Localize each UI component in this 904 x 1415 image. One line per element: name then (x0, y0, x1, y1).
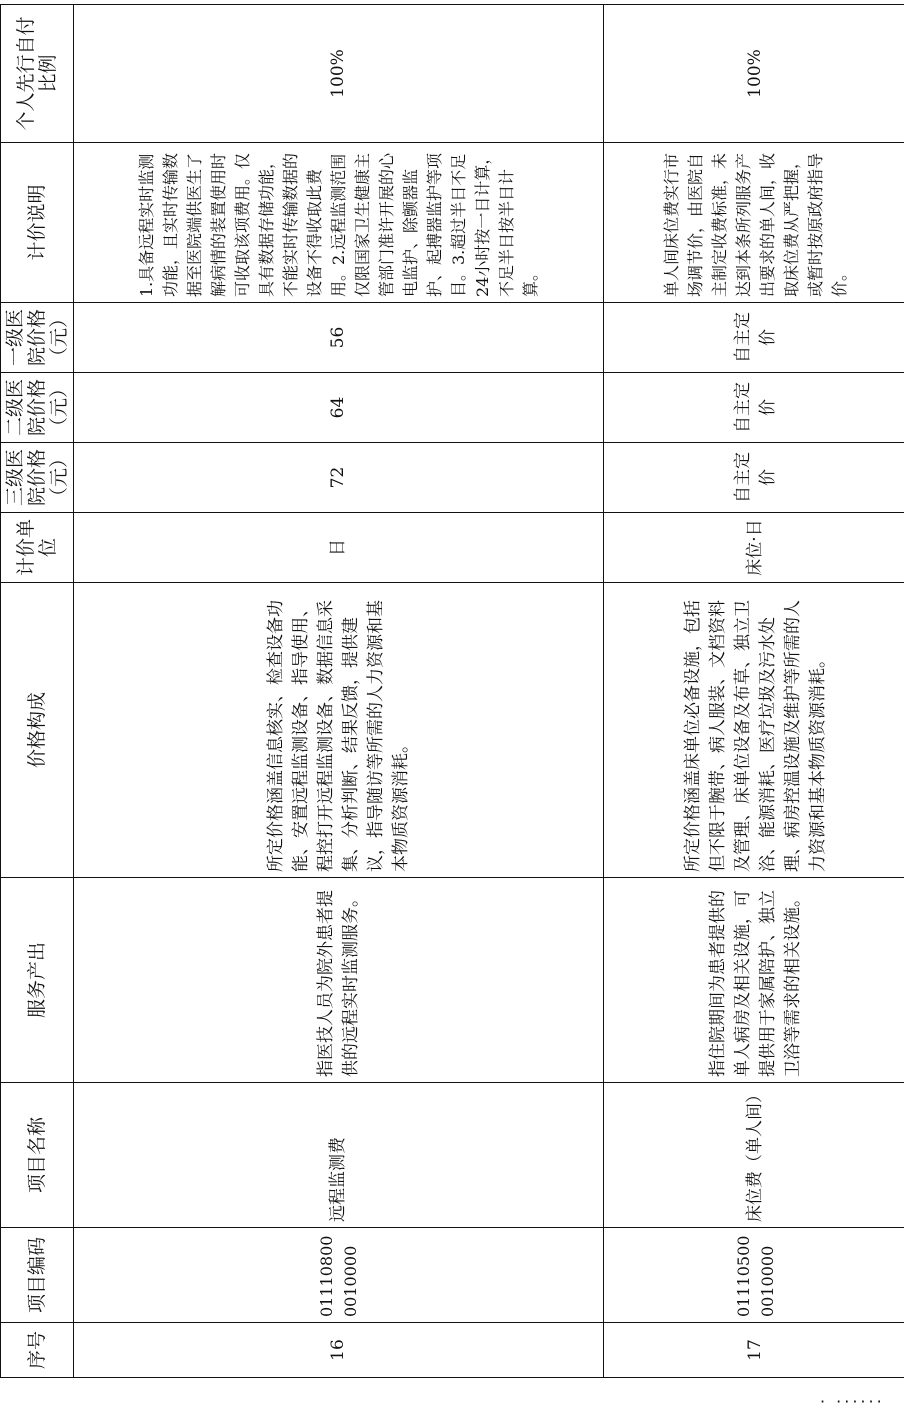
row-name: 远程监测费 (74, 1083, 604, 1228)
row-desc: 单人间床位费实行市场调节价，由医院自主制定收费标准，未达到本条所列服务产出要求的单人间，收取床位费从严把握，或暂时按原政府指导价。 (604, 143, 904, 303)
price-table (0, 4, 904, 1378)
row-price2: 64 (74, 373, 604, 443)
row-service: 指住院期间为患者提供的单人病房及相关设施，可提供用于家属陪护、独立卫浴等需求的相关设施。 (604, 878, 904, 1083)
row-unit: 日 (74, 513, 604, 583)
row-name: 床位费（单人间） (604, 1083, 904, 1228)
row-price1: 56 (74, 303, 604, 373)
row-price2: 自主定价 (604, 373, 904, 443)
rotated-table-container (0, 5, 904, 1378)
header-code: 项目编码 (1, 1228, 74, 1323)
header-ratio: 个人先行自付比例 (1, 5, 74, 143)
row-seq: 17 (604, 1323, 904, 1378)
row-code: 011108000010000 (74, 1228, 604, 1323)
header-price1: 一级医院价格（元） (1, 303, 74, 373)
row-ratio: 100% (604, 5, 904, 143)
table-row (604, 5, 904, 1378)
table-row (74, 5, 604, 1378)
header-name: 项目名称 (1, 1083, 74, 1228)
row-price1: 自主定价 (604, 303, 904, 373)
row-price3: 72 (74, 443, 604, 513)
row-code: 011105000010000 (604, 1228, 904, 1323)
table-header-row (1, 5, 74, 1378)
row-composition: 所定价格涵盖床单位必备设施，包括但不限于腕带、病人服装、文档资料及管理、床单位设备及布草、独立卫浴、能源消耗、医疗垃圾及污水处理、病房控温设施及维护等所需的人力资源和基本物质资源消耗。 (604, 583, 904, 878)
row-price3: 自主定价 (604, 443, 904, 513)
row-composition: 所定价格涵盖信息核实、检查设备功能、安置远程监测设备、指导使用、程控打开远程监测设备、数据信息采集、分析判断、结果反馈，提供建议，指导随访等所需的人力资源和基本物质资源消耗。 (74, 583, 604, 878)
continuation-dots: · ······ (820, 1392, 885, 1411)
header-service: 服务产出 (1, 878, 74, 1083)
row-seq: 16 (74, 1323, 604, 1378)
header-composition: 价格构成 (1, 583, 74, 878)
row-unit: 床位·日 (604, 513, 904, 583)
header-price3: 三级医院价格（元） (1, 443, 74, 513)
header-price2: 二级医院价格（元） (1, 373, 74, 443)
row-desc: 1.具备远程实时监测功能，且实时传输数据至医院端供医生了解病情的装置使用时可收取该项费用。仅具有数据存储功能，不能实时传输数据的设备不得收取此费用。2.远程监测范围仅限国家卫生健康主管部门准许开展的心电监护、除颤器监护、起搏器监护等项目。3.超过半日不足24小时按一日计算，不足半日按半日计算。 (74, 143, 604, 303)
header-desc: 计价说明 (1, 143, 74, 303)
header-unit: 计价单位 (1, 513, 74, 583)
row-ratio: 100% (74, 5, 604, 143)
row-service: 指医技人员为院外患者提供的远程实时监测服务。 (74, 878, 604, 1083)
header-seq: 序号 (1, 1323, 74, 1378)
